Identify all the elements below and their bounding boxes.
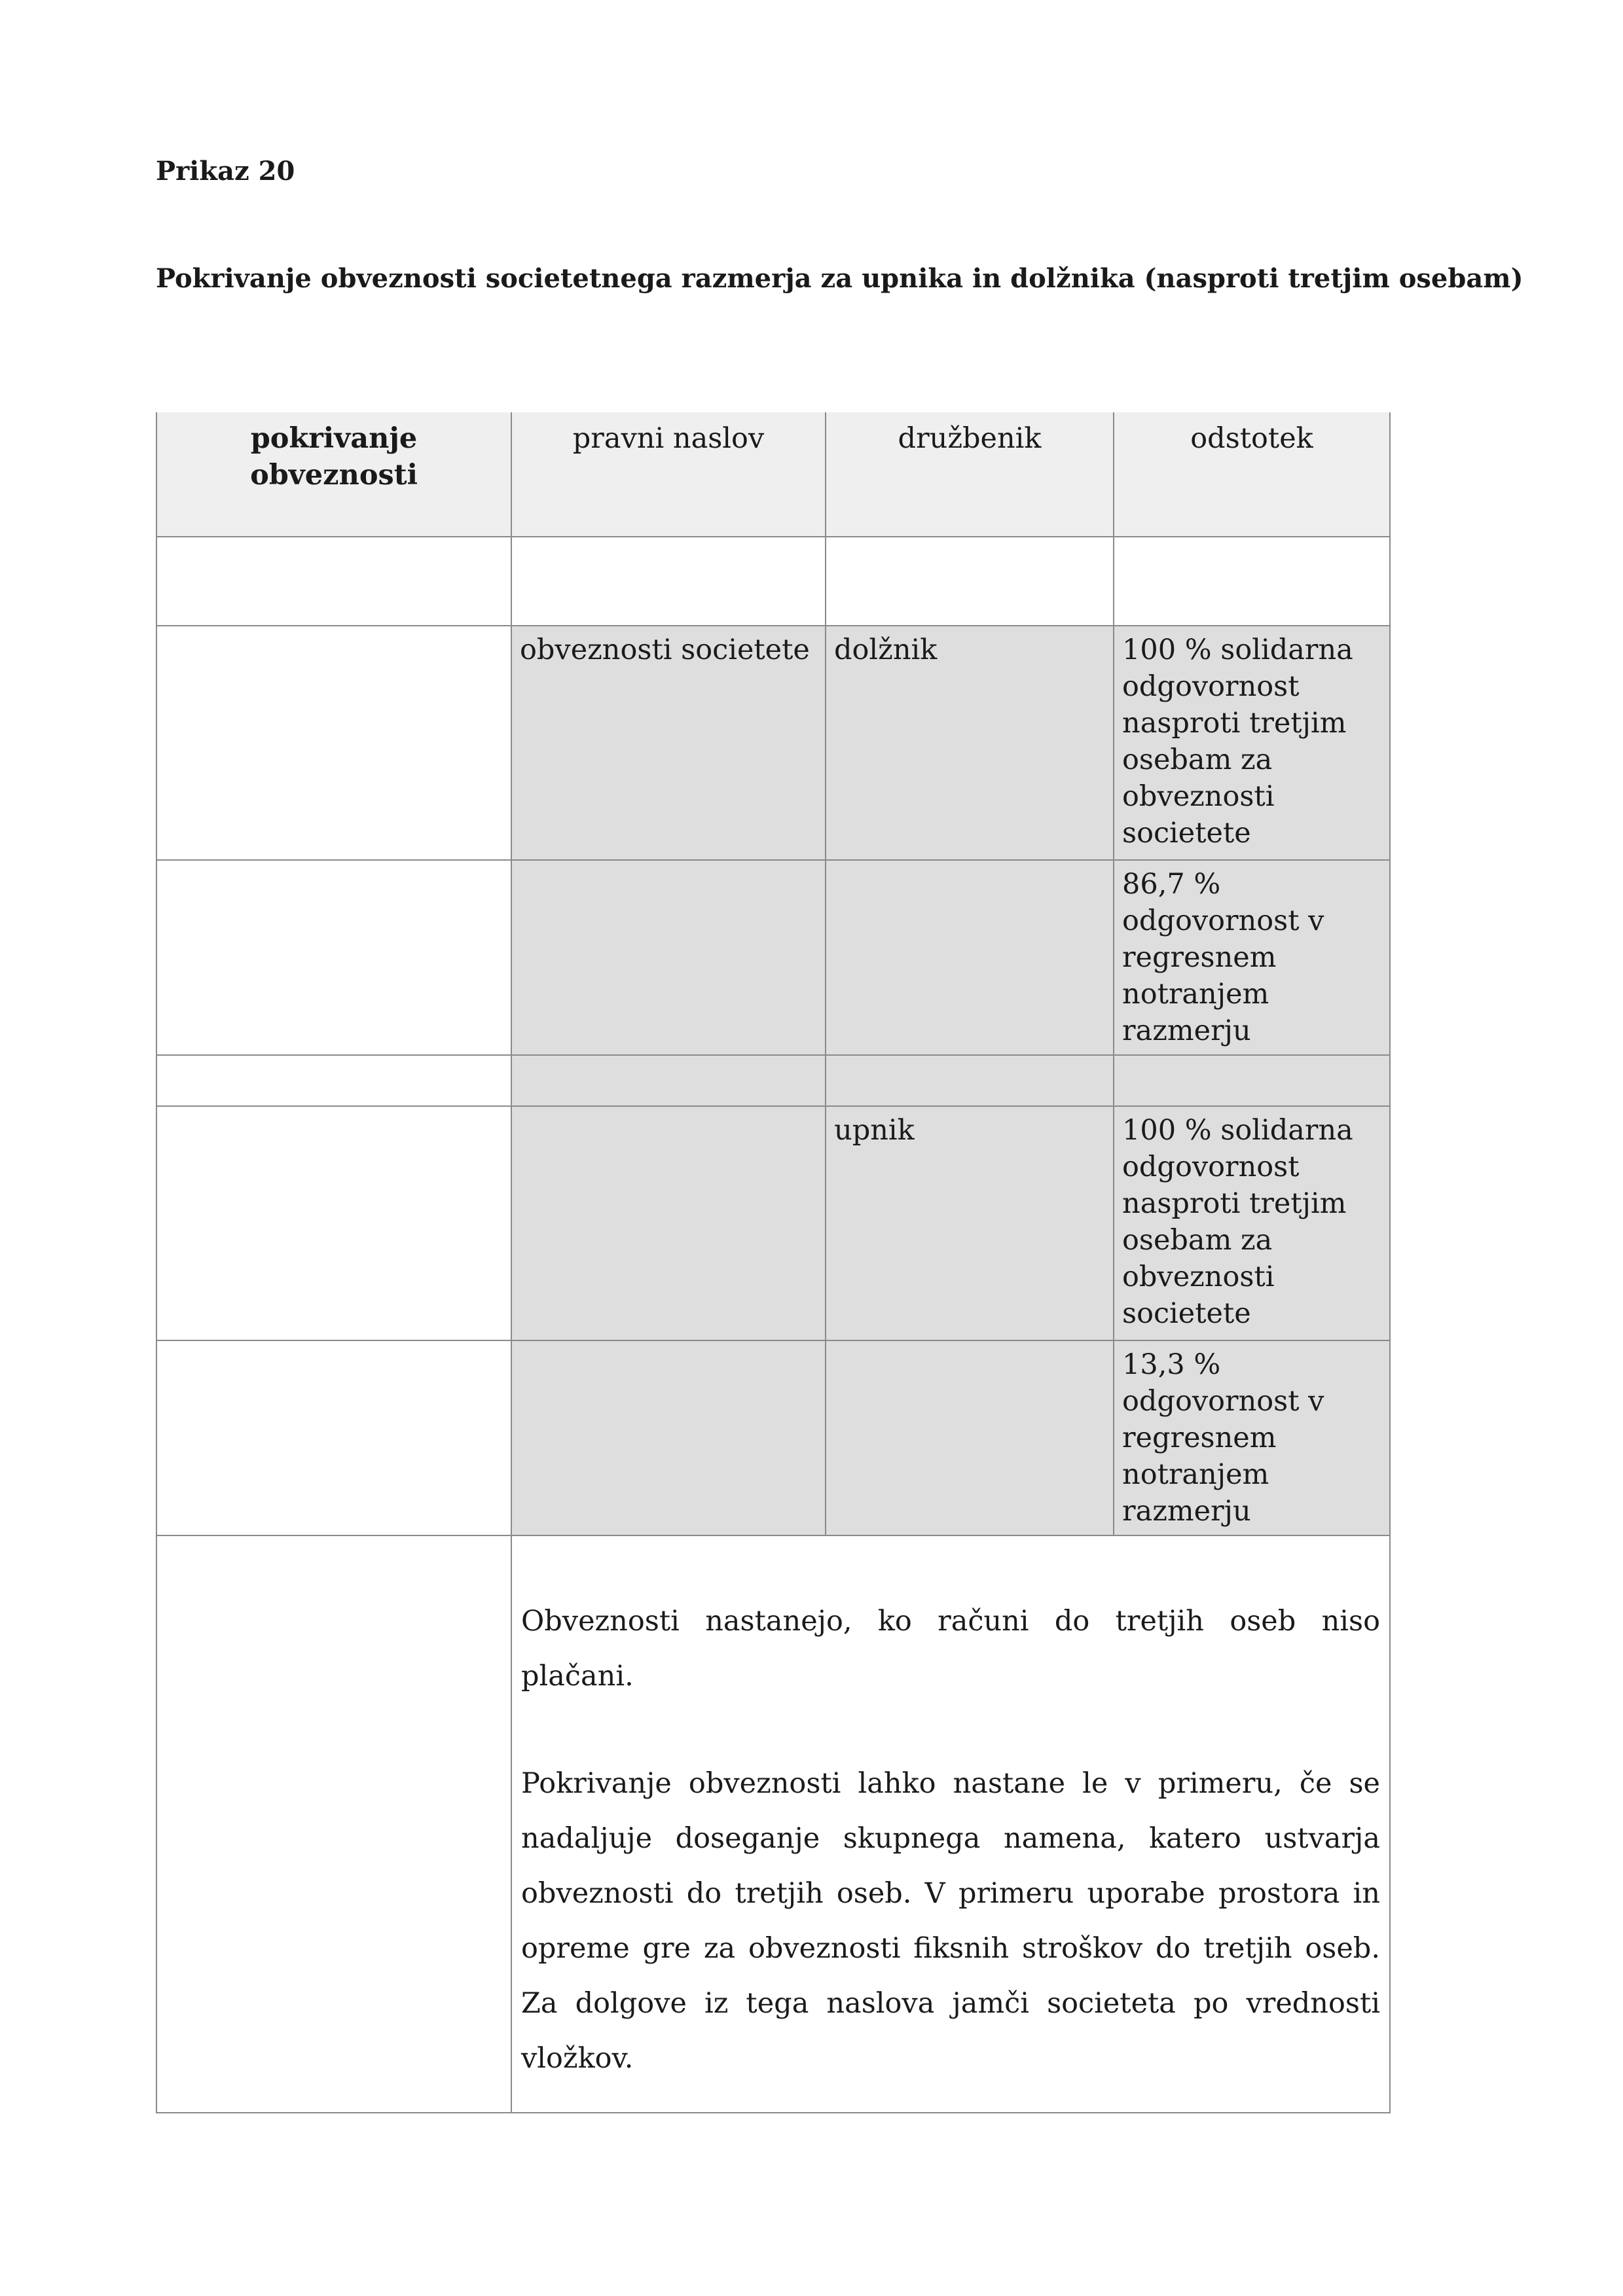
table-cell xyxy=(511,1055,826,1106)
note-cell xyxy=(511,1535,1390,2113)
table-cell xyxy=(826,860,1114,1055)
table-cell: obveznosti societete xyxy=(511,626,826,860)
table-cell: upnik xyxy=(826,1106,1114,1340)
table-cell xyxy=(826,537,1114,626)
table-header-row xyxy=(156,412,1390,537)
table-cell: 100 % solidarna odgovornost nasproti tretjim osebam za obveznosti societete xyxy=(1114,1106,1390,1340)
table-cell xyxy=(511,1340,826,1535)
table-row-empty xyxy=(156,537,1390,626)
table-row xyxy=(156,1106,1390,1340)
table-cell xyxy=(156,860,511,1055)
table-cell xyxy=(156,1055,511,1106)
table-cell: dolžnik xyxy=(826,626,1114,860)
header-partner: družbenik xyxy=(826,412,1114,537)
table-cell xyxy=(511,1106,826,1340)
table-cell xyxy=(156,1106,511,1340)
table-cell xyxy=(1114,1055,1390,1106)
figure-label: Prikaz 20 xyxy=(156,156,295,187)
figure-title: Pokrivanje obveznosti societetnega razmerja za upnika in dolžnika (nasproti tretjim osebam) xyxy=(156,263,1523,294)
table-cell xyxy=(826,1340,1114,1535)
note-paragraph: Pokrivanje obveznosti lahko nastane le v primeru, če se nadaljuje doseganje skupnega namena, katero ustvarja obveznosti do tretjih oseb. V primeru uporabe prostora in opreme gre za obveznosti fiksnih stroškov do tretjih oseb. Za dolgove iz tega naslova jamči societeta po vrednosti vložkov. xyxy=(521,1767,1380,2075)
table-cell xyxy=(511,860,826,1055)
header-percentage: odstotek xyxy=(1114,412,1390,537)
obligations-table xyxy=(156,412,1391,2113)
header-legal-title: pravni naslov xyxy=(511,412,826,537)
table-cell xyxy=(826,1055,1114,1106)
header-coverage: pokrivanje obveznosti xyxy=(156,412,511,537)
table-row xyxy=(156,1340,1390,1535)
table-cell xyxy=(511,537,826,626)
table-row-note xyxy=(156,1535,1390,2113)
table-cell xyxy=(156,1340,511,1535)
table-row xyxy=(156,860,1390,1055)
note-paragraph: Obveznosti nastanejo, ko računi do tretjih oseb niso plačani. xyxy=(521,1605,1380,1693)
table-cell xyxy=(156,626,511,860)
table-cell: 100 % solidarna odgovornost nasproti tretjim osebam za obveznosti societete xyxy=(1114,626,1390,860)
table-row xyxy=(156,626,1390,860)
table-cell: 86,7 % odgovornost v regresnem notranjem razmerju xyxy=(1114,860,1390,1055)
table-cell xyxy=(156,537,511,626)
table-cell xyxy=(156,1535,511,2113)
table-cell xyxy=(1114,537,1390,626)
table-cell: 13,3 % odgovornost v regresnem notranjem razmerju xyxy=(1114,1340,1390,1535)
table-row xyxy=(156,1055,1390,1106)
